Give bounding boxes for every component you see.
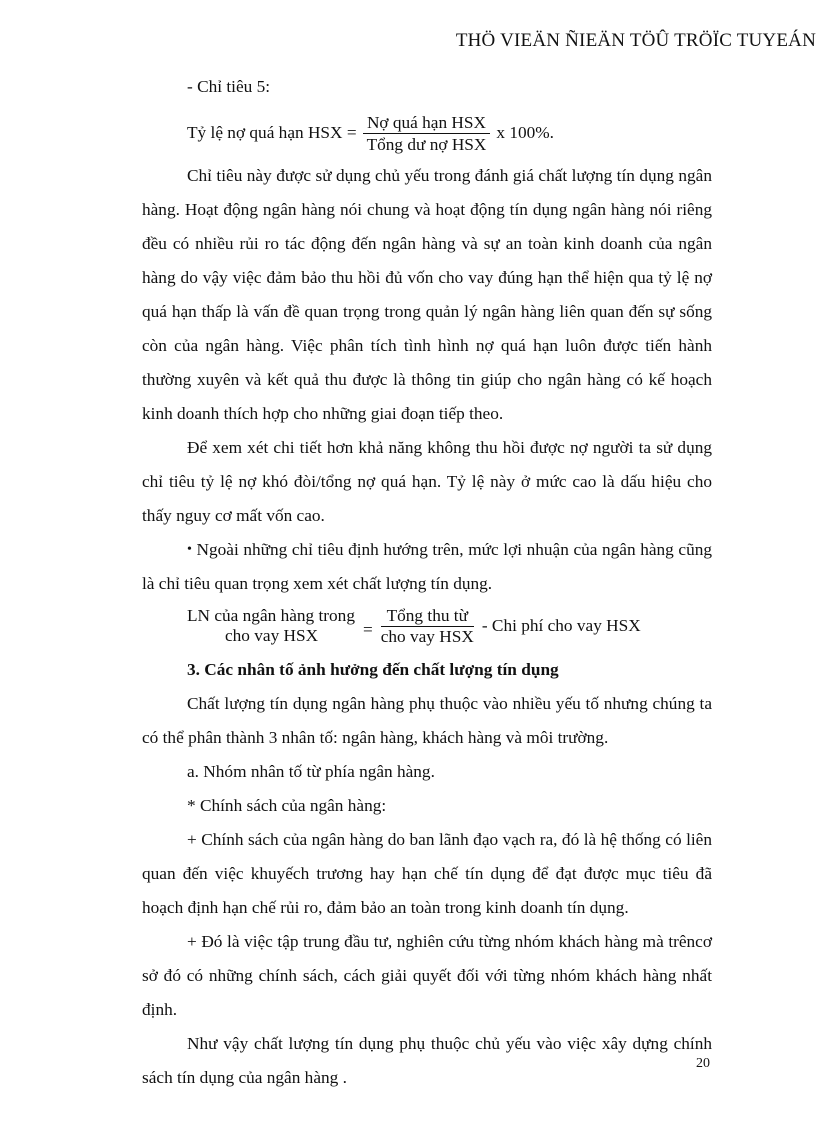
profit-formula	[142, 603, 712, 649]
document-body	[142, 70, 712, 1095]
formula-denominator: Tổng dư nợ HSX	[366, 134, 487, 154]
paragraph: Chất lượng tín dụng ngân hàng phụ thuộc vào nhiều yếu tố nhưng chúng ta có thể phân thành 3 nhân tố: ngân hàng, khách hàng và môi trường.	[142, 694, 712, 747]
profit-rhs: - Chi phí cho vay HSX	[481, 616, 641, 635]
bullet-icon: •	[187, 542, 192, 557]
paragraph: + Đó là việc tập trung đầu tư, nghiên cứu từng nhóm khách hàng mà trêncơ sở đó có những chính sách, cách giải quyết đối với từng nhóm khách hàng nhất định.	[142, 932, 712, 1019]
bullet-paragraph	[142, 533, 712, 601]
bullet-text: Ngoài những chỉ tiêu định hướng trên, mức lợi nhuận của ngân hàng cũng là chỉ tiêu quan trọng xem xét chất lượng tín dụng.	[142, 540, 712, 593]
paragraph: + Chính sách của ngân hàng do ban lãnh đạo vạch ra, đó là hệ thống có liên quan đến việc khuyếch trương hay hạn chế tín dụng để đạt được mục tiêu đã hoạch định hạn chế rủi ro, đảm bảo an toàn trong kinh doanh tín dụng.	[142, 830, 712, 917]
profit-formula-lhs	[187, 606, 355, 646]
section-heading: 3. Các nhân tố ảnh hưởng đến chất lượng tín dụng	[187, 660, 559, 679]
profit-mid-line1: Tổng thu từ	[386, 605, 468, 625]
profit-formula-mid	[381, 606, 474, 647]
paragraph: Chỉ tiêu này được sử dụng chủ yếu trong đánh giá chất lượng tín dụng ngân hàng. Hoạt động ngân hàng nói chung và hoạt động tín dụng ngân hàng nói riêng đều có nhiều rủi ro tác động đến ngân hàng và sự an toàn kinh doanh của ngân hàng do vậy việc đảm bảo thu hồi đủ vốn cho vay đúng hạn thể hiện qua tỷ lệ nợ quá hạn thấp là vấn đề quan trọng trong quản lý ngân hàng liên quan đến sự sống còn của ngân hàng. Việc phân tích tình hình nợ quá hạn luôn được tiến hành thường xuyên và kết quả thu được là thông tin giúp cho ngân hàng có kế hoạch kinh doanh thích hợp cho những giai đoạn tiếp theo.	[142, 166, 712, 423]
paragraph: Để xem xét chi tiết hơn khả năng không thu hồi được nợ người ta sử dụng chỉ tiêu tỷ lệ nợ khó đòi/tổng nợ quá hạn. Tỷ lệ này ở mức cao là dấu hiệu cho thấy nguy cơ mất vốn cao.	[142, 438, 712, 525]
overdue-ratio-formula	[142, 107, 712, 159]
paragraph: Như vậy chất lượng tín dụng phụ thuộc chủ yếu vào việc xây dựng chính sách tín dụng của ngân hàng .	[142, 1034, 712, 1087]
subsection-label: a. Nhóm nhân tố từ phía ngân hàng.	[187, 762, 435, 781]
page-header: THÖ VIEÄN ÑIEÄN TÖÛ TRÖÏC TUYEÁN	[455, 30, 816, 51]
profit-lhs-line2: cho vay HSX	[225, 626, 319, 645]
criterion-label: - Chỉ tiêu 5:	[187, 77, 271, 96]
policy-label: * Chính sách của ngân hàng:	[187, 796, 387, 815]
profit-lhs-line1: LN của ngân hàng trong	[187, 606, 355, 625]
page-number: 20	[696, 1056, 710, 1071]
profit-equals: =	[362, 620, 373, 639]
profit-mid-line2: cho vay HSX	[380, 626, 474, 646]
formula-fraction	[363, 113, 491, 154]
formula-tail: x 100%.	[496, 123, 554, 142]
formula-lhs: Tỷ lệ nợ quá hạn HSX =	[187, 123, 357, 142]
formula-numerator: Nợ quá hạn HSX	[363, 113, 490, 134]
